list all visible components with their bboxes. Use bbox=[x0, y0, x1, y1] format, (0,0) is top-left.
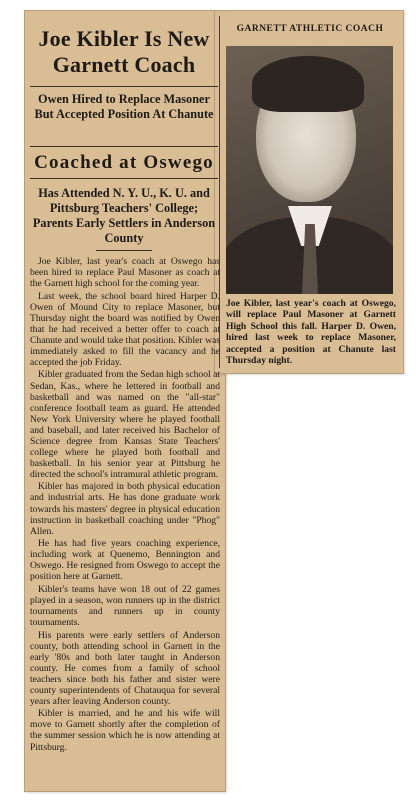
deck-coached-at-oswego: Coached at Oswego bbox=[34, 152, 214, 173]
subhead: Owen Hired to Replace Masoner But Accepted Position At Chanute bbox=[34, 92, 214, 121]
paragraph: He has had five years coaching experience, including work at Quenemo, Bennington and Oswego. He resigned from Oswego to accept the position here at Garnett. bbox=[30, 538, 220, 583]
paragraph: Kibler is married, and he and his wife will move to Garnett shortly after the completion of the summer session which he is now attending at Pittsburg. bbox=[30, 708, 220, 753]
paragraph: Kibler graduated from the Sedan high school at Sedan, Kas., where he lettered in football and basketball and was named on the "all-star" conference football team as guard. He attended New York University where he played football and baseball, and later received his Bachelor of Science degree from Kansas State Teachers' college where he played both football and basketball. In his senior year at Pittsburg he directed the school's intramural athletic program. bbox=[30, 369, 220, 480]
divider bbox=[30, 86, 218, 87]
coach-portrait-photo bbox=[226, 46, 393, 294]
photo-box-title: GARNETT ATHLETIC COACH bbox=[236, 24, 384, 34]
paragraph: Kibler has majored in both physical education and industrial arts. He has done graduate work towards his masters' degree in physical education instruction in basketball coaching under "Phog" Allen. bbox=[30, 481, 220, 537]
paragraph: Last week, the school board hired Harper D. Owen of Mound City to replace Masoner, but Thursday night the board was notified by Owen that he had received a better offer to coach at Chanute and would take that position. Kibler was immediately asked to fill the vacancy and he accepted the job Friday. bbox=[30, 290, 220, 368]
divider bbox=[96, 250, 152, 251]
headline: Joe Kibler Is New Garnett Coach bbox=[38, 26, 210, 77]
article-body bbox=[30, 256, 220, 754]
paragraph: His parents were early settlers of Anderson county, both attending school in Garnett in the early '80s and both later taught in Anderson county. He comes from a family of school teachers since both his father and sister were county superintendents of Chatauqua for several years after leaving Anderson county. bbox=[30, 629, 220, 707]
deck-attended: Has Attended N. Y. U., K. U. and Pittsburg Teachers' College; Parents Early Settlers in Anderson County bbox=[32, 186, 216, 245]
paragraph: Kibler's teams have won 18 out of 22 games played in a season, won runners up in the district tournaments and runners up in county tournaments. bbox=[30, 583, 220, 628]
photo-caption: Joe Kibler, last year's coach at Oswego, will replace Paul Masoner at Garnett High School this fall. Harper D. Owen, hired last week to replace Masoner, accepted a position at Chanute last Thursday night. bbox=[226, 298, 396, 367]
divider bbox=[30, 146, 218, 147]
divider bbox=[30, 178, 218, 179]
portrait-hair bbox=[252, 56, 364, 112]
paragraph: Joe Kibler, last year's coach at Oswego has been hired to replace Paul Masoner as coach at the Garnett high school for the coming year. bbox=[30, 256, 220, 290]
